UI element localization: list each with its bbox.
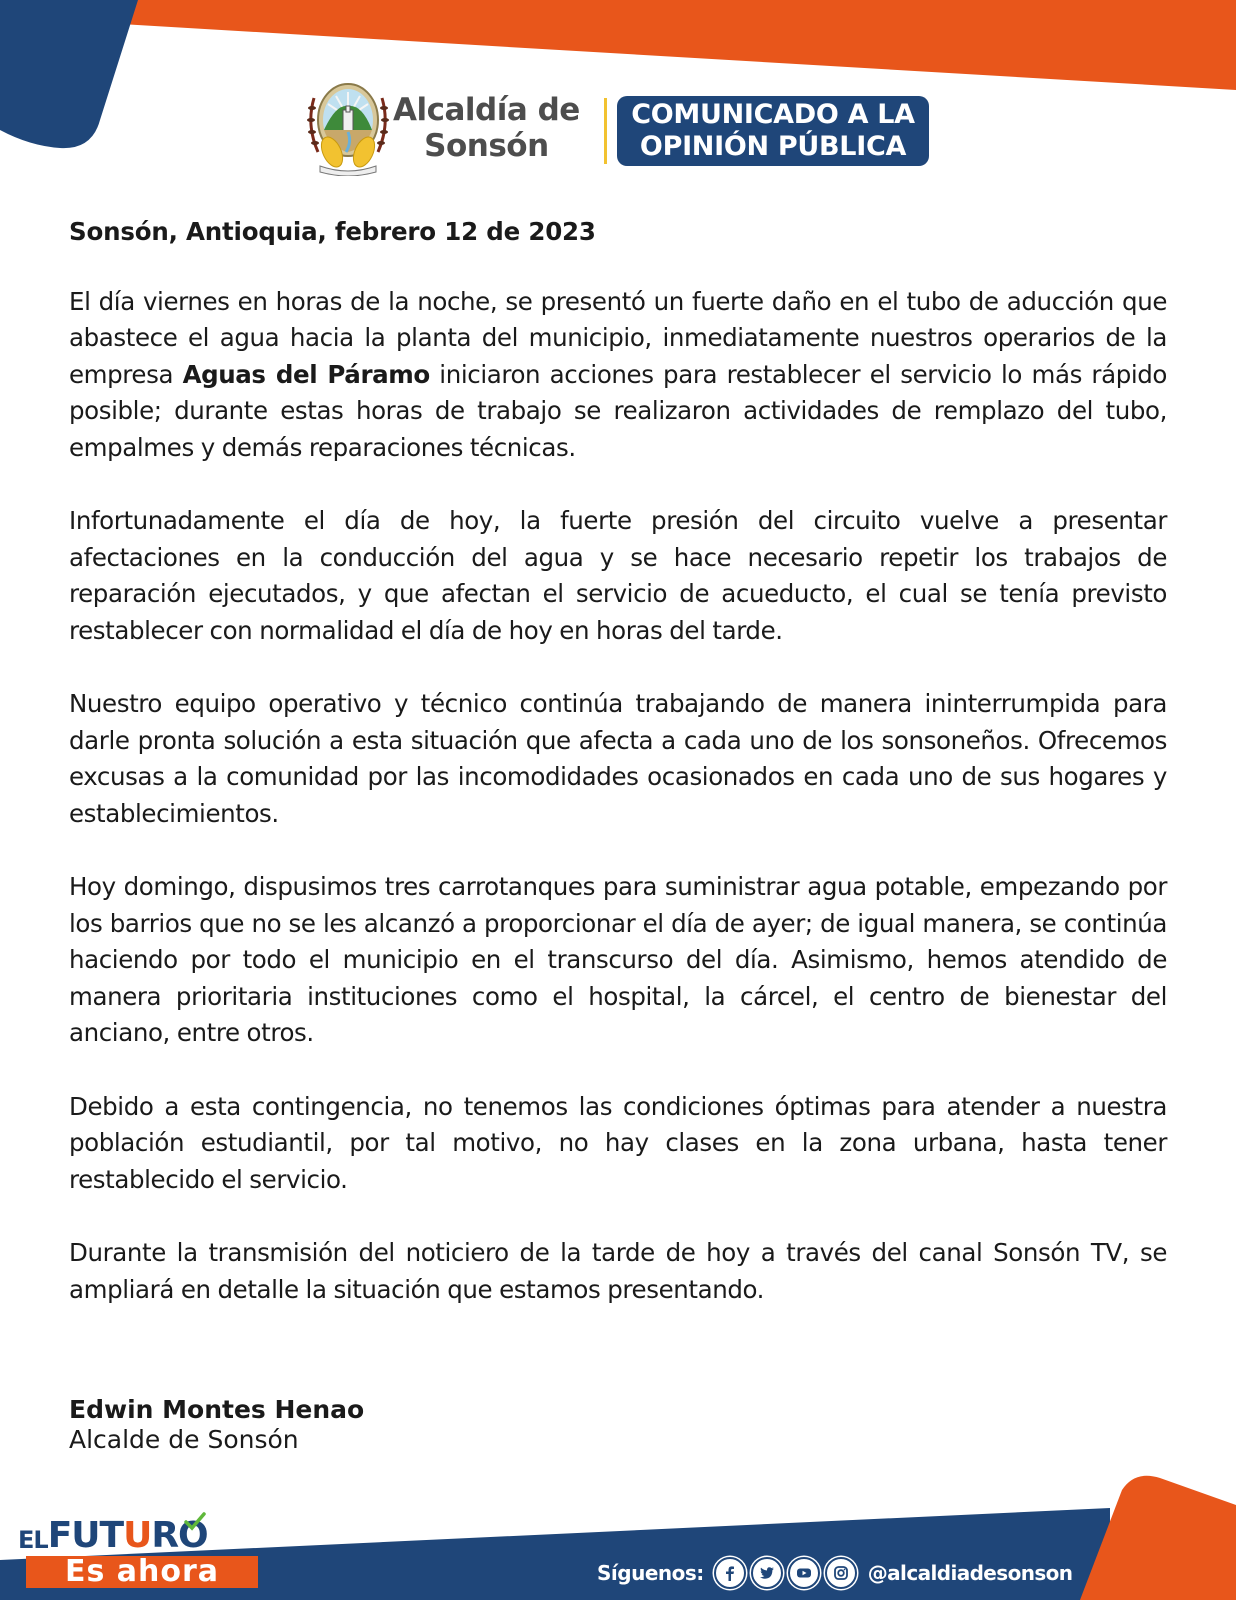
paragraph-1-after: iniciaron acciones para restablecer el servicio lo más rápido posible; durante estas horas de trabajo se realizaron actividades de remplazo del tubo, empalmes y demás reparaciones técnicas. (69, 359, 1168, 462)
paragraph-1 (69, 284, 1167, 467)
document-date: Sonsón, Antioquia, febrero 12 de 2023 (69, 217, 596, 246)
comunicado-badge (617, 96, 929, 166)
social-handle[interactable]: @alcaldiadesonson (867, 1561, 1073, 1585)
el-futuro-es-ahora-logo (18, 1515, 268, 1590)
paragraph-3: Nuestro equipo operativo y técnico continúa trabajando de manera ininterrumpida para darle pronta solución a esta situación que afecta a cada uno de los sonsoneños. Ofrecemos excusas a la comunidad por las incomodidades ocasionados en cada uno de sus hogares y establecimientos. (69, 689, 1167, 828)
badge-line-2: OPINIÓN PÚBLICA (639, 131, 907, 162)
slogan-u: U (123, 1515, 152, 1556)
paragraph-4: Hoy domingo, dispusimos tres carrotanques para suministrar agua potable, empezando por los barrios que no se les alcanzó a proporcionar el día de ayer; de igual manera, se continúa haciendo por todo el municipio en el transcurso del día. Asimismo, hemos atendido de manera prioritaria instituciones como el hospital, la cárcel, el centro de bienestar del anciano, entre otros. (69, 872, 1167, 1047)
follow-label: Síguenos: (597, 1561, 704, 1585)
alcaldia-brand (393, 92, 580, 164)
facebook-icon[interactable] (714, 1557, 746, 1589)
paragraph-1-before: El día viernes en horas de la noche, se presentó un fuerte daño en el tubo de aducción que abastece el agua hacia la planta del municipio, inmediatamente nuestros operarios de la empresa (69, 286, 1167, 389)
header (0, 78, 1236, 178)
signature-name: Edwin Montes Henao (69, 1395, 365, 1424)
signature-block (69, 1395, 364, 1455)
top-orange-band (120, 0, 1236, 90)
paragraph-6: Durante la transmisión del noticiero de la tarde de hoy a través del canal Sonsón TV, se ampliará en detalle la situación que estamos presentando. (69, 1238, 1167, 1304)
slogan-top (18, 1515, 208, 1556)
brand-line-2: Sonsón (424, 128, 549, 164)
paragraph-2: Infortunadamente el día de hoy, la fuerte presión del circuito vuelve a presentar afectaciones en la conducción del agua y se hace necesario repetir los trabajos de reparación ejecutados, y que afectan el servicio de acueducto, el cual se tenía previsto restablecer con normalidad el día de hoy en horas del tarde. (69, 506, 1167, 645)
header-divider (604, 98, 607, 164)
company-name: Aguas del Páramo (182, 359, 430, 389)
paragraph-5: Debido a esta contingencia, no tenemos las condiciones óptimas para atender a nuestra población estudiantil, por tal motivo, no hay clases en la zona urbana, hasta tener restablecido el servicio. (69, 1091, 1167, 1194)
document-body (69, 214, 1167, 1345)
municipal-crest-icon (306, 80, 390, 176)
social-bar (597, 1555, 1072, 1591)
instagram-icon[interactable] (825, 1557, 857, 1589)
badge-line-1: COMUNICADO A LA (631, 99, 915, 130)
brand-line-1: Alcaldía de (393, 92, 580, 128)
slogan-el: EL (18, 1526, 48, 1554)
twitter-icon[interactable] (751, 1557, 783, 1589)
checkmark-icon (184, 1512, 206, 1532)
youtube-icon[interactable] (788, 1557, 820, 1589)
signature-role: Alcalde de Sonsón (69, 1425, 299, 1454)
slogan-ro: RO (151, 1515, 208, 1556)
slogan-fut: FUT (47, 1515, 124, 1556)
slogan-bottom: Es ahora (26, 1556, 258, 1588)
